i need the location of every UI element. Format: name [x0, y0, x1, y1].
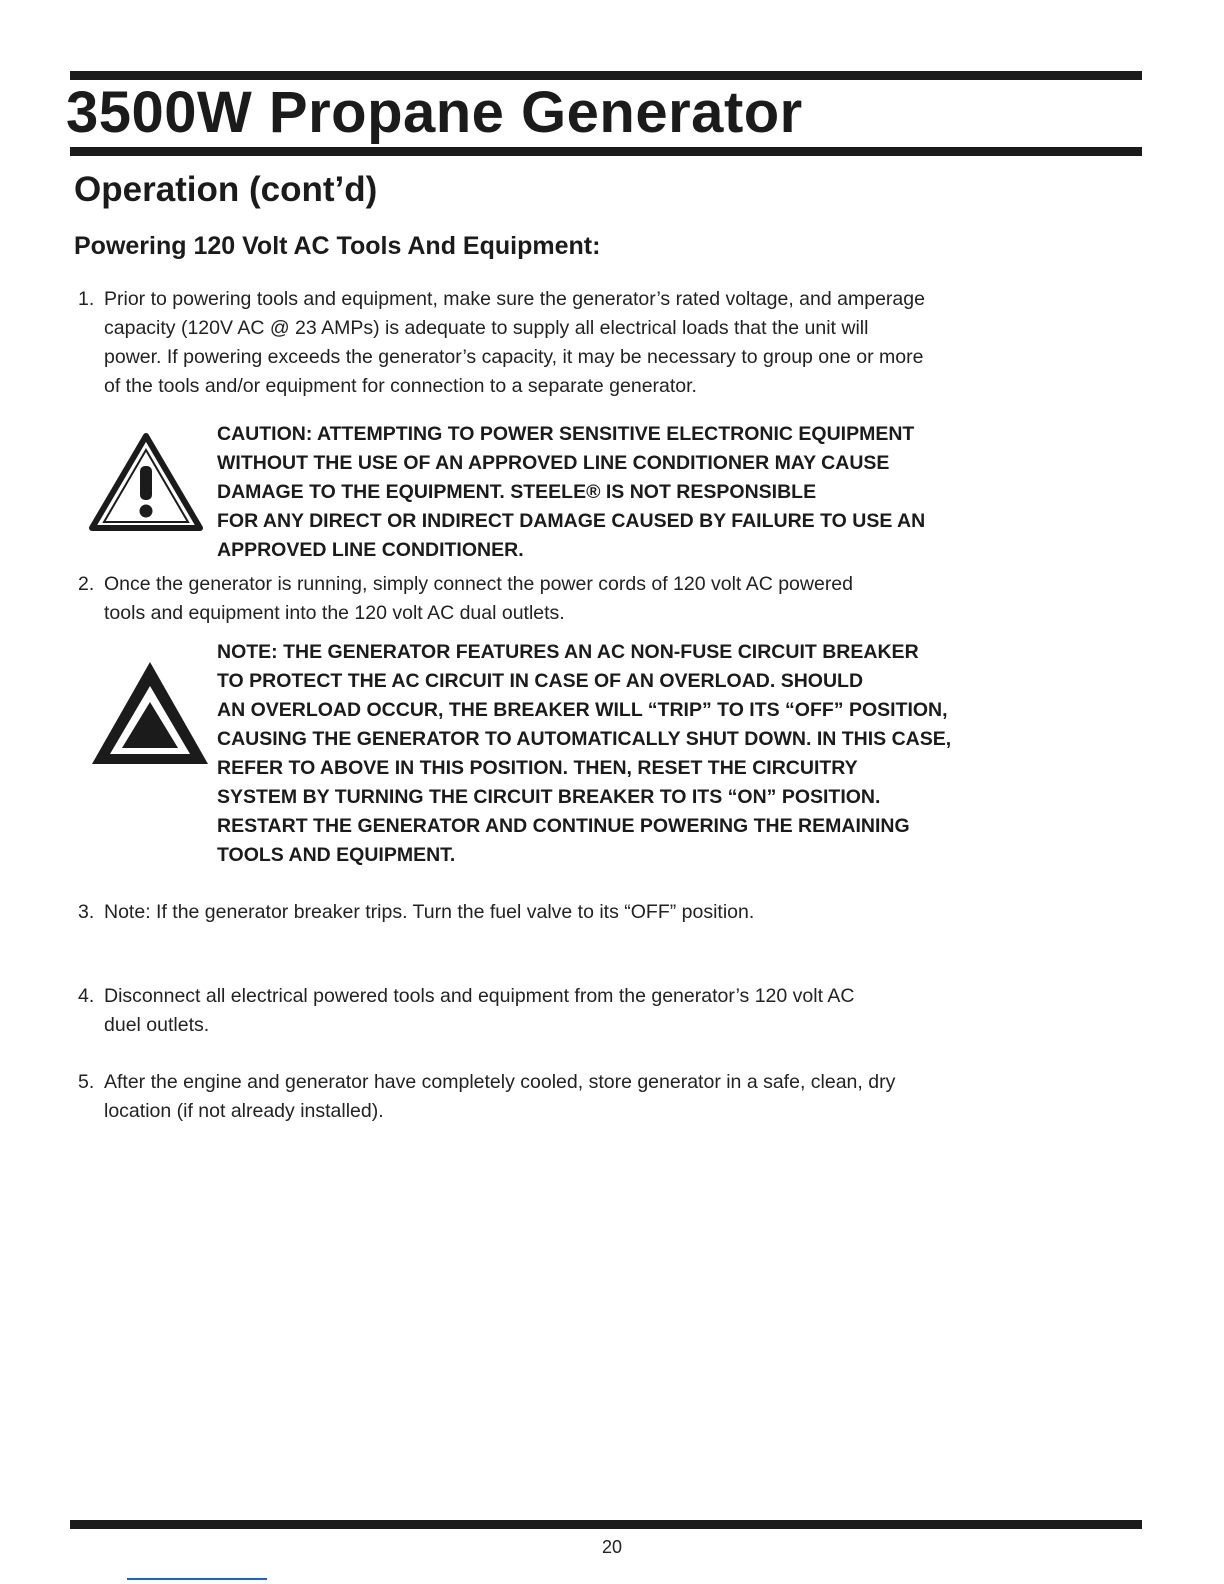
- subsection-title: Powering 120 Volt AC Tools And Equipment:: [74, 232, 601, 260]
- caution-warning: [217, 420, 925, 565]
- step-text: tools and equipment into the 120 volt AC dual outlets.: [104, 602, 565, 624]
- step-number: 4.: [78, 985, 95, 1007]
- list-item-step-2: [78, 570, 1158, 628]
- list-item-step-1: [78, 285, 1158, 401]
- step-line: [78, 285, 1158, 314]
- step-number: 1.: [78, 288, 95, 310]
- caution-line: APPROVED LINE CONDITIONER.: [217, 539, 524, 561]
- step-text: power. If powering exceeds the generator’s capacity, it may be necessary to group one or more: [104, 346, 924, 368]
- step-text: duel outlets.: [104, 1014, 210, 1036]
- step-text: of the tools and/or equipment for connection to a separate generator.: [104, 375, 697, 397]
- step-line: [78, 570, 1158, 599]
- step-text: Prior to powering tools and equipment, make sure the generator’s rated voltage, and amperage: [104, 288, 925, 310]
- note-line: CAUSING THE GENERATOR TO AUTOMATICALLY SHUT DOWN. IN THIS CASE,: [217, 728, 952, 750]
- note-warning: [217, 638, 951, 870]
- step-text: After the engine and generator have completely cooled, store generator in a safe, clean, dry: [104, 1071, 896, 1093]
- note-line: RESTART THE GENERATOR AND CONTINUE POWERING THE REMAINING: [217, 815, 910, 837]
- note-line: SYSTEM BY TURNING THE CIRCUIT BREAKER TO ITS “ON” POSITION.: [217, 786, 881, 808]
- step-text: location (if not already installed).: [104, 1100, 384, 1122]
- note-line: REFER TO ABOVE IN THIS POSITION. THEN, RESET THE CIRCUITRY: [217, 757, 858, 779]
- step-text: Disconnect all electrical powered tools and equipment from the generator’s 120 volt AC: [104, 985, 855, 1007]
- list-item-step-5: [78, 1068, 1158, 1126]
- caution-line: DAMAGE TO THE EQUIPMENT. STEELE® IS NOT RESPONSIBLE: [217, 481, 817, 503]
- note-triangle-icon: [90, 660, 210, 766]
- scan-edge-mark: [127, 1578, 267, 1580]
- footer-rule: [70, 1520, 1142, 1529]
- step-line: [78, 982, 1158, 1011]
- step-text: capacity (120V AC @ 23 AMPs) is adequate to supply all electrical loads that the unit will: [104, 317, 869, 339]
- note-line: TOOLS AND EQUIPMENT.: [217, 844, 456, 866]
- step-number: 3.: [78, 901, 95, 923]
- step-text: Note: If the generator breaker trips. Turn the fuel valve to its “OFF” position.: [104, 901, 755, 923]
- caution-line: FOR ANY DIRECT OR INDIRECT DAMAGE CAUSED BY FAILURE TO USE AN: [217, 510, 926, 532]
- document-title: 3500W Propane Generator: [66, 80, 803, 145]
- caution-line: CAUTION: ATTEMPTING TO POWER SENSITIVE ELECTRONIC EQUIPMENT: [217, 423, 915, 445]
- title-underline-rule: [70, 147, 1142, 156]
- caution-line: WITHOUT THE USE OF AN APPROVED LINE CONDITIONER MAY CAUSE: [217, 452, 890, 474]
- step-number: 5.: [78, 1071, 95, 1093]
- list-item-step-3: [78, 898, 1158, 927]
- step-text: Once the generator is running, simply connect the power cords of 120 volt AC powered: [104, 573, 853, 595]
- step-line: [78, 1068, 1158, 1097]
- caution-exclamation-icon: [88, 432, 204, 532]
- list-item-step-4: [78, 982, 1158, 1040]
- note-line: AN OVERLOAD OCCUR, THE BREAKER WILL “TRIP” TO ITS “OFF” POSITION,: [217, 699, 948, 721]
- step-number: 2.: [78, 573, 95, 595]
- note-line: NOTE: THE GENERATOR FEATURES AN AC NON-FUSE CIRCUIT BREAKER: [217, 641, 919, 663]
- note-line: TO PROTECT THE AC CIRCUIT IN CASE OF AN OVERLOAD. SHOULD: [217, 670, 864, 692]
- step-line: [78, 898, 1158, 927]
- section-title: Operation (cont’d): [74, 170, 378, 209]
- page-number: 20: [601, 1537, 623, 1557]
